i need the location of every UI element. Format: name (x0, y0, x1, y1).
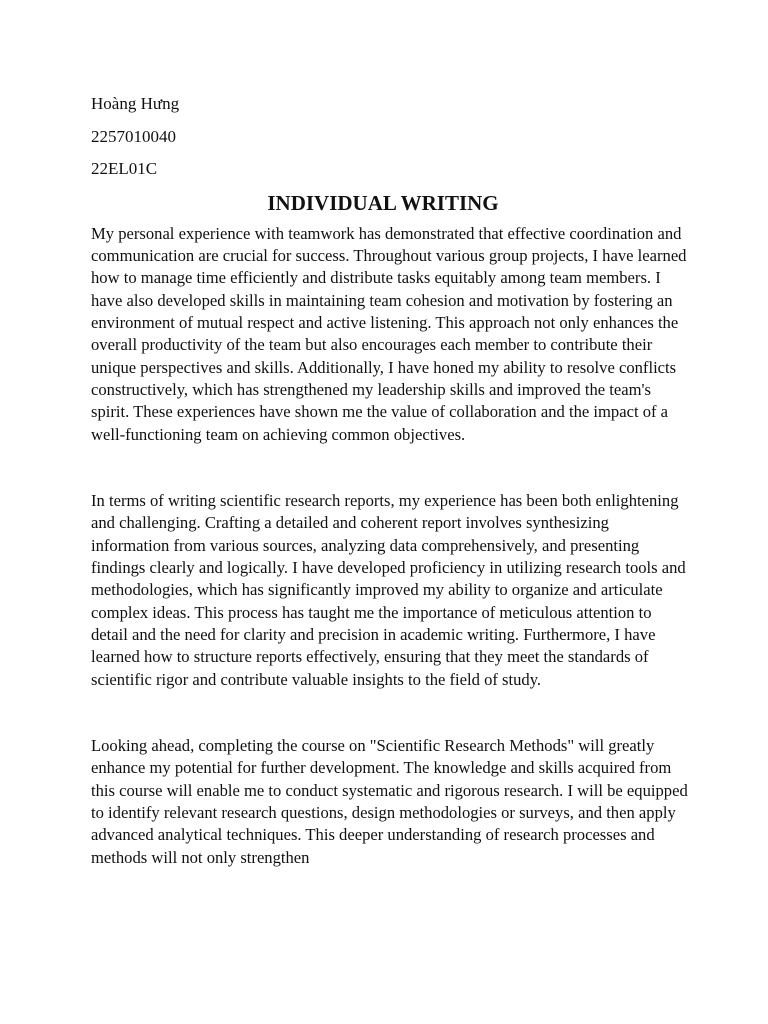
paragraph-looking-ahead: Looking ahead, completing the course on "Scientific Research Methods" will greatly enhance my potential for further development. The knowledge and skills acquired from this course will enable me to conduct systematic and rigorous research. I will be equipped to identify relevant research questions, design methodologies or surveys, and then apply advanced analytical techniques. This deeper understanding of research processes and methods will not only strengthen (91, 736, 688, 867)
class-code: 22EL01C (91, 159, 158, 178)
paragraph-teamwork: My personal experience with teamwork has demonstrated that effective coordination and communication are crucial for success. Throughout various group projects, I have learned how to manage time efficiently and distribute tasks equitably among team members. I have also developed skills in maintaining team cohesion and motivation by fostering an environment of mutual respect and active listening. This approach not only enhances the overall productivity of the team but also encourages each member to contribute their unique perspectives and skills. Additionally, I have honed my ability to resolve conflicts constructively, which has strengthened my leadership skills and improved the team's spirit. These experiences have shown me the value of collaboration and the impact of a well-functioning team on achieving common objectives. (91, 223, 687, 444)
document-body (91, 93, 691, 869)
author-name: Hoàng Hưng (91, 94, 180, 113)
document-title: INDIVIDUAL WRITING (267, 190, 499, 215)
paragraph-research-reports: In terms of writing scientific research reports, my experience has been both enlightening and challenging. Crafting a detailed and coherent report involves synthesizing information from various sources, analyzing data comprehensively, and presenting findings clearly and logically. I have developed proficiency in utilizing research tools and methodologies, which has significantly improved my ability to organize and articulate complex ideas. This process has taught me the importance of meticulous attention to detail and the need for clarity and precision in academic writing. Furthermore, I have learned how to structure reports effectively, ensuring that they meet the standards of scientific rigor and contribute valuable insights to the field of study. (91, 490, 686, 689)
student-id: 2257010040 (91, 126, 176, 146)
